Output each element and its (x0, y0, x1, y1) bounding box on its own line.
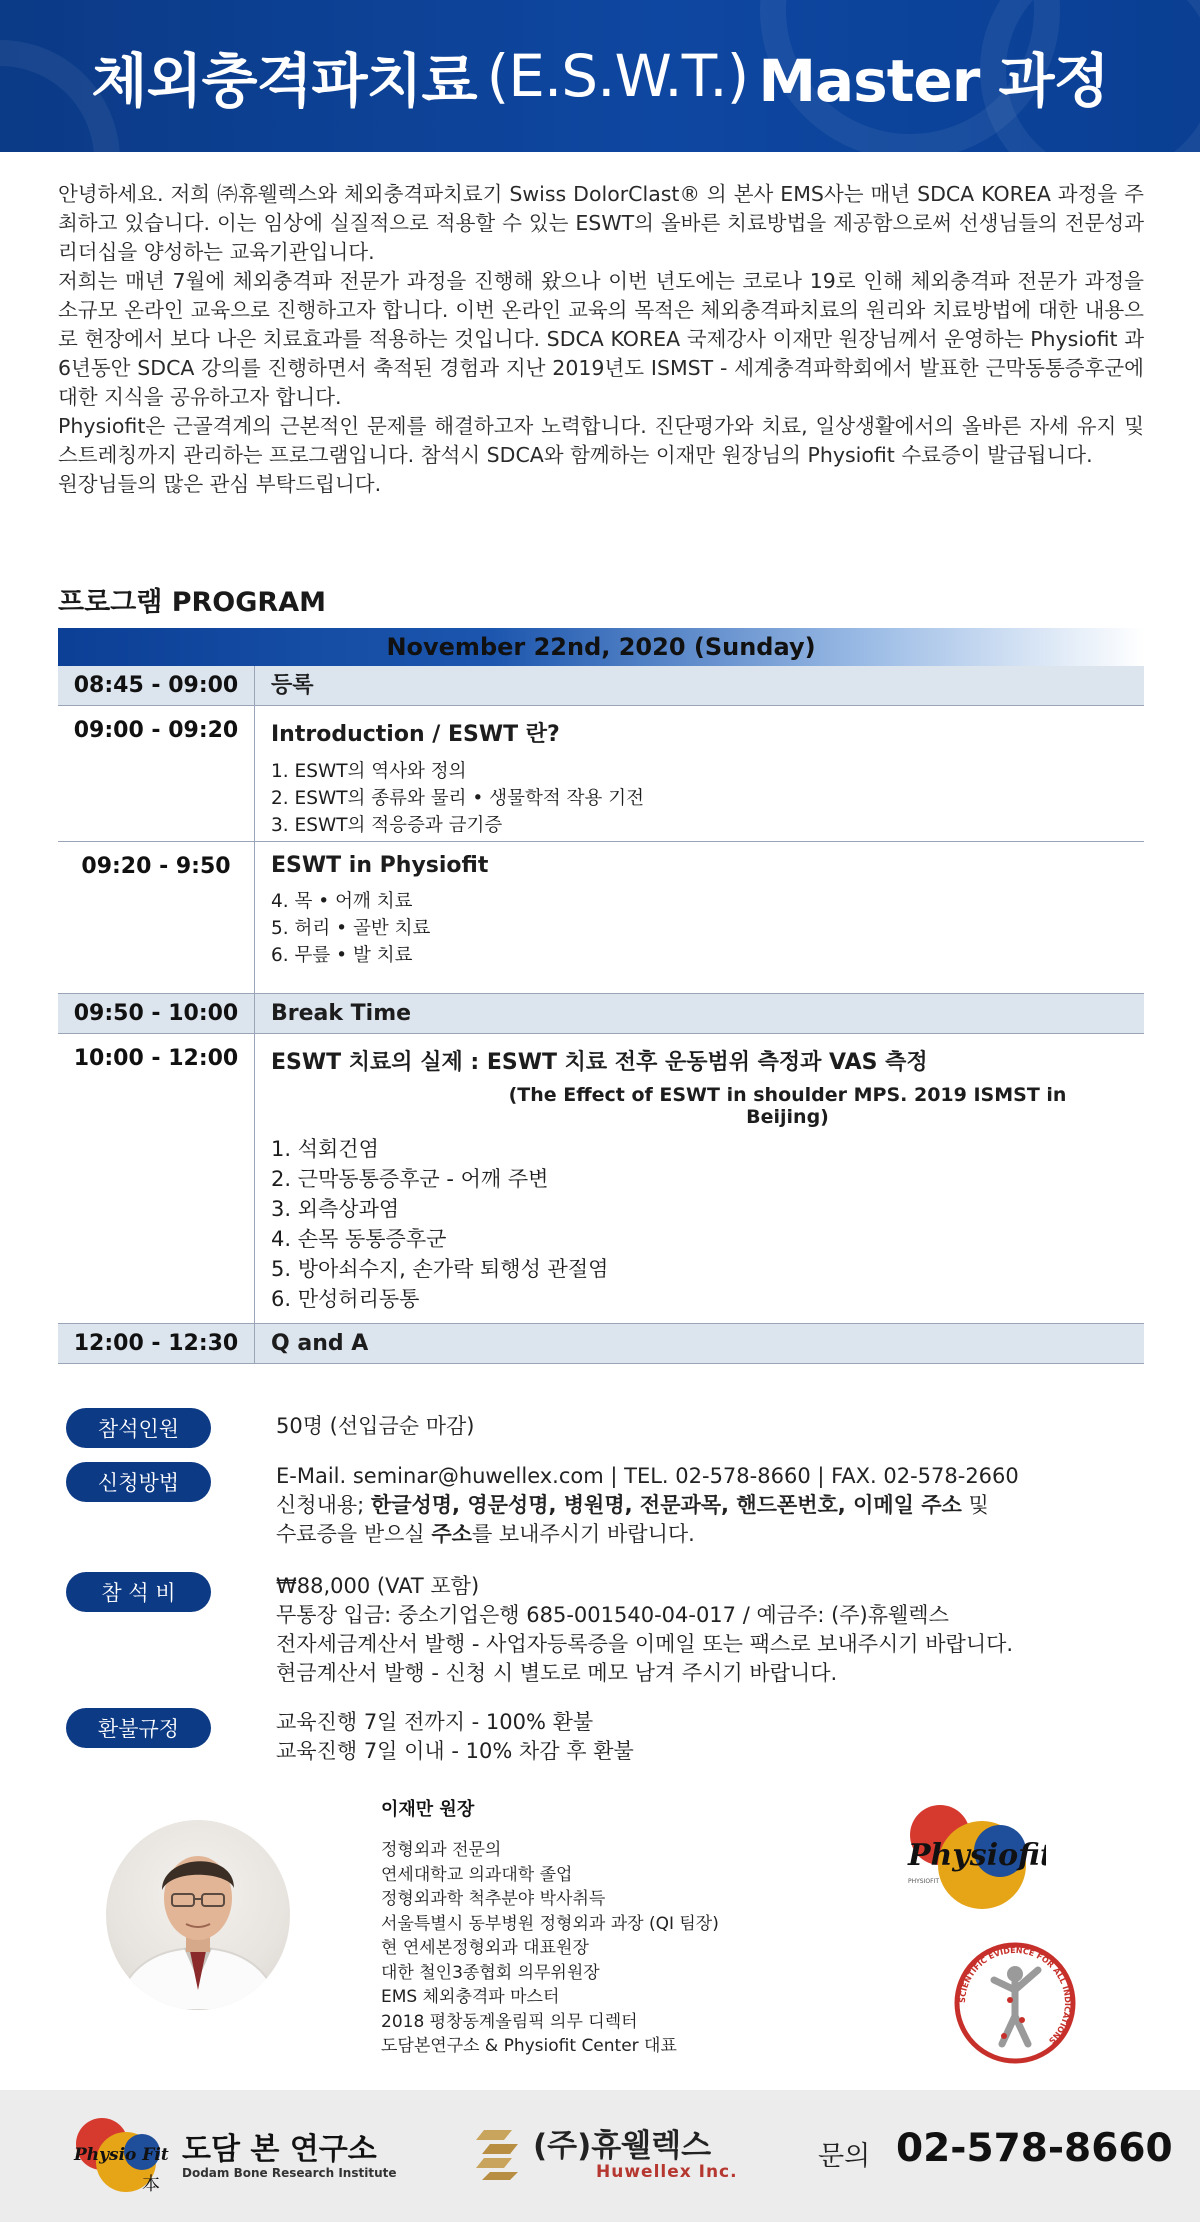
session-item: 3. 외측상과염 (271, 1197, 400, 1221)
page-header (0, 0, 1200, 152)
program-table (58, 628, 1144, 1364)
refund-line: 교육진행 7일 이내 - 10% 차감 후 환불 (276, 1739, 634, 1763)
session-items (271, 888, 1144, 969)
apply-fields-prefix: 신청내용; (276, 1493, 371, 1517)
session-item: 6. 무릎 • 발 치료 (271, 945, 413, 966)
apply-address-line (276, 1520, 1019, 1549)
credential-item: 2018 평창동계올림픽 의무 디렉터 (381, 2011, 638, 2032)
page-footer (0, 2090, 1200, 2222)
session-item: 4. 손목 동통증후군 (271, 1227, 447, 1251)
intro-text (58, 180, 1144, 499)
session-time: 08:45 - 09:00 (58, 666, 255, 705)
huwellex-name: (주)휴웰렉스 (533, 2128, 712, 2164)
credential-item: EMS 체외충격파 마스터 (381, 1987, 560, 2007)
evidence-seal (952, 1940, 1078, 2066)
apply-address-bold: 주소 (431, 1522, 472, 1546)
credential-item: 서울특별시 동부병원 정형외과 과장 (QI 팀장) (381, 1913, 719, 1934)
fee-line: 무통장 입금: 중소기업은행 685-001540-04-017 / 예금주: (주)휴웰렉스 (276, 1603, 949, 1627)
session-item: 5. 방아쇠수지, 손가락 퇴행성 관절염 (271, 1257, 609, 1281)
intro-paragraph: Physiofit은 근골격계의 근본적인 문제를 해결하고자 노력합니다. 진단평가와 치료, 일상생활에서의 올바른 자세 유지 및 스트레칭까지 관리하는 프로그램입니다. 참석시 SDCA와 함께하는 이재만 원장님의 Physiofit 수료증이 발급됩니다. (58, 414, 1144, 467)
session-item: 1. ESWT의 역사와 정의 (271, 761, 467, 782)
credential-item: 연세대학교 의과대학 졸업 (381, 1864, 573, 1885)
apply-address-prefix: 수료증을 받으실 (276, 1522, 432, 1546)
apply-text (276, 1462, 1019, 1549)
attendees-text: 50명 (선입금순 마감) (276, 1414, 475, 1438)
dodam-logo-icon (72, 2114, 174, 2196)
program-date: November 22nd, 2020 (Sunday) (58, 628, 1144, 666)
session-item: 2. ESWT의 종류와 물리 • 생물학적 작용 기전 (271, 788, 644, 809)
apply-address-suffix: 를 보내주시기 바랍니다. (471, 1522, 695, 1546)
dodam-logo-char: 本 (142, 2174, 160, 2195)
evidence-seal-icon (952, 1940, 1078, 2066)
physiofit-logo-text: Physiofit (908, 1838, 1046, 1873)
title-abbreviation: (E.S.W.T.) (486, 42, 749, 110)
title-korean: 체외충격파치료 (91, 47, 477, 115)
session-item: 2. 근막동통증후군 - 어깨 주변 (271, 1167, 549, 1191)
refund-badge: 환불규정 (66, 1708, 211, 1748)
session-title: ESWT 치료의 실제 : ESWT 치료 전후 운동범위 측정과 VAS 측정 (271, 1050, 928, 1075)
physiofit-logo-icon (896, 1795, 1046, 1915)
fee-badge: 참 석 비 (66, 1572, 211, 1612)
page-title (0, 0, 1200, 152)
attendees-badge: 참석인원 (66, 1408, 211, 1448)
session-item: 1. 석회건염 (271, 1137, 379, 1161)
session-item: 6. 만성허리동통 (271, 1287, 420, 1311)
session-time: 09:50 - 10:00 (58, 994, 255, 1033)
session-item: 4. 목 • 어깨 치료 (271, 891, 413, 912)
session-items (271, 758, 1144, 839)
fee-text (276, 1572, 1013, 1688)
apply-fields-suffix: 및 (961, 1493, 989, 1517)
dodam-name: 도담 본 연구소 (182, 2132, 377, 2167)
credential-item: 대한 철인3종협회 의무위원장 (381, 1962, 600, 1983)
fee-line: ₩88,000 (VAT 포함) (276, 1574, 480, 1598)
refund-line: 교육진행 7일 전까지 - 100% 환불 (276, 1710, 594, 1734)
session-row (58, 842, 1144, 994)
instructor-credentials (381, 1838, 719, 2059)
evidence-seal-text: SCIENTIFIC EVIDENCE FOR ALL INDICATIONS (957, 1945, 1073, 2046)
fee-line: 현금계산서 발행 - 신청 시 별도로 메모 남겨 주시기 바랍니다. (276, 1661, 838, 1685)
program-heading: 프로그램 PROGRAM (58, 587, 326, 618)
instructor-name: 이재만 원장 (381, 1799, 475, 1820)
session-title: 등록 (271, 673, 314, 698)
huwellex-logo-icon (474, 2126, 522, 2182)
session-items (271, 1134, 1144, 1314)
session-row (58, 1034, 1144, 1324)
physiofit-logo (896, 1795, 1046, 1915)
session-item: 3. ESWT의 적응증과 금기증 (271, 815, 503, 836)
session-title: Break Time (271, 1001, 412, 1026)
title-english: Master 과정 (758, 47, 1109, 115)
session-row (58, 1324, 1144, 1364)
credential-item: 도담본연구소 & Physiofit Center 대표 (381, 2036, 677, 2056)
apply-contact: E-Mail. seminar@huwellex.com | TEL. 02-578-8660 | FAX. 02-578-2660 (276, 1464, 1019, 1488)
session-time: 09:20 - 9:50 (58, 842, 255, 993)
session-row (58, 994, 1144, 1034)
credential-item: 정형외과학 척추분야 박사취득 (381, 1889, 606, 1909)
contact-label: 문의 (818, 2141, 871, 2172)
dodam-logo (72, 2114, 174, 2196)
intro-paragraph: 안녕하세요. 저희 ㈜휴웰렉스와 체외충격파치료기 Swiss DolorClast® 의 본사 EMS사는 매년 SDCA KOREA 과정을 주최하고 있습니다. 이는 임상에 실질적으로 적용할 수 있는 ESWT의 올바른 치료방법을 제공함으로써 선생님들의 전문성과 리더십을 양성하는 교육기관입니다. (58, 182, 1144, 264)
session-title: Introduction / ESWT 란? (271, 722, 560, 747)
session-title: Q and A (271, 1331, 369, 1356)
dodam-logo-text: Physio Fit (74, 2145, 169, 2165)
intro-paragraph: 원장님들의 많은 관심 부탁드립니다. (58, 472, 382, 496)
apply-fields-line (276, 1491, 1019, 1520)
apply-badge: 신청방법 (66, 1462, 211, 1502)
contact-phone[interactable]: 02-578-8660 (896, 2126, 1173, 2171)
instructor-photo (106, 1820, 290, 2010)
session-time: 10:00 - 12:00 (58, 1034, 255, 1323)
session-title: ESWT in Physiofit (271, 853, 489, 878)
session-row (58, 666, 1144, 706)
session-item: 5. 허리 • 골반 치료 (271, 918, 431, 939)
session-time: 12:00 - 12:30 (58, 1324, 255, 1363)
physiofit-logo-tagline: PHYSIOFIT (908, 1878, 939, 1885)
session-row (58, 706, 1144, 842)
intro-paragraph: 저희는 매년 7월에 체외충격파 전문가 과정을 진행해 왔으나 이번 년도에는 코로나 19로 인해 체외충격파 전문가 과정을 소규모 온라인 교육으로 진행하고자 합니다. 이번 온라인 교육의 목적은 체외충격파치료의 원리와 치료방법에 대한 내용으로 현장에서 보다 나은 치료효과를 적용하는 것입니다. SDCA KOREA 국제강사 이재만 원장님께서 운영하는 Physiofit 과 6년동안 SDCA 강의를 진행하면서 축적된 경험과 지난 2019년도 ISMST - 세계충격파학회에서 발표한 근막동통증후군에 대한 지식을 공유하고자 합니다. (58, 269, 1144, 409)
credential-item: 정형외과 전문의 (381, 1840, 502, 1860)
fee-line: 전자세금계산서 발행 - 사업자등록증을 이메일 또는 팩스로 보내주시기 바랍니다. (276, 1632, 1014, 1656)
huwellex-english-name: Huwellex Inc. (596, 2162, 738, 2182)
refund-text (276, 1708, 634, 1766)
session-reference: (The Effect of ESWT in shoulder MPS. 2019 ISMST in Beijing) (508, 1084, 1067, 1128)
credential-item: 현 연세본정형외과 대표원장 (381, 1938, 589, 1958)
session-time: 09:00 - 09:20 (58, 706, 255, 841)
huwellex-logo (474, 2126, 522, 2182)
dodam-english-name: Dodam Bone Research Institute (182, 2166, 397, 2180)
apply-fields: 한글성명, 영문성명, 병원명, 전문과목, 핸드폰번호, 이메일 주소 (370, 1493, 962, 1517)
instructor-portrait-icon (106, 1820, 290, 2010)
